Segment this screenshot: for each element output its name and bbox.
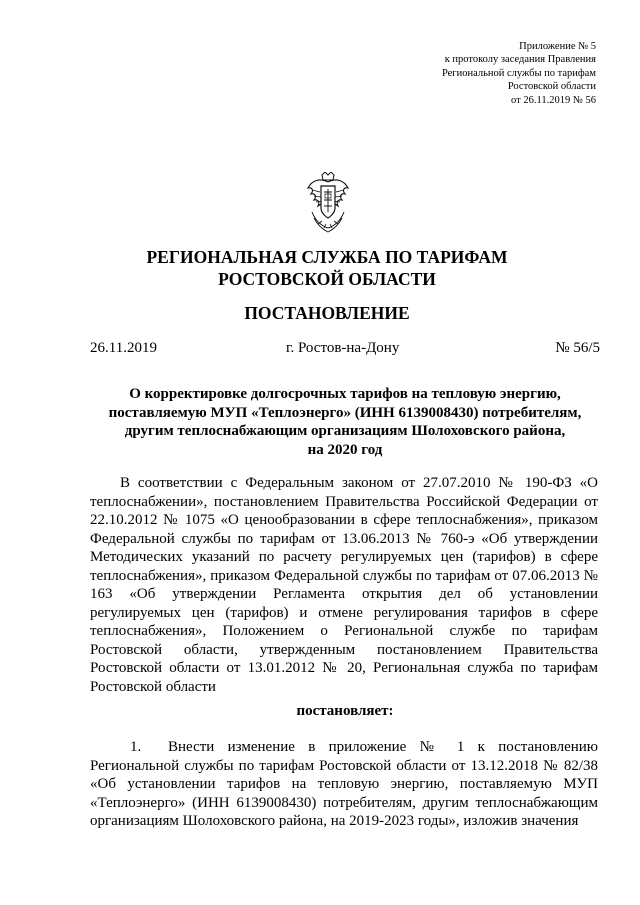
document-date: 26.11.2019 bbox=[90, 340, 157, 356]
subject-line: поставляемую МУП «Теплоэнерго» (ИНН 6139008430) потребителям, bbox=[108, 404, 582, 421]
organization-name bbox=[0, 246, 640, 290]
decision-item-1 bbox=[90, 738, 598, 831]
appendix-line: Ростовской области bbox=[507, 81, 596, 93]
organization-line-2: РОСТОВСКОЙ ОБЛАСТИ bbox=[218, 269, 436, 289]
appendix-reference bbox=[376, 40, 596, 107]
document-type: ПОСТАНОВЛЕНИЕ bbox=[244, 303, 410, 323]
document-subject bbox=[90, 385, 600, 459]
subject-line: другим теплоснабжающим организациям Шолоховского района, bbox=[124, 423, 566, 440]
preamble-text: В соответствии с Федеральным законом от 27.07.2010 № 190-ФЗ «О теплоснабжении», постановлением Правительства Российской Федерации от 22.10.2012 № 1075 «О ценообразовании в сфере теплоснабжения», приказом Федеральной службы по тарифам от 13.06.2013 № 760-э «Об утверждении Методических указаний по расчету регулируемых цен (тарифов) в сфере теплоснабжения», приказом Федеральной службы по тарифам от 07.06.2013 № 163 «Об утверждении Регламента открытия дел об установлении регулируемых цен (тарифов) и отмене регулирования тарифов в сфере теплоснабжения», Положением о Региональной службе по тарифам Ростовской области, утвержденным постановлением Правительства Ростовской области от 13.01.2012 № 20, Региональная служба по тарифам Ростовской области bbox=[90, 475, 598, 695]
appendix-line: к протоколу заседания Правления bbox=[444, 54, 596, 66]
document-meta bbox=[90, 340, 600, 360]
subject-line: О корректировке долгосрочных тарифов на тепловую энергию, bbox=[129, 386, 561, 402]
preamble-block bbox=[90, 474, 598, 696]
subject-line: на 2020 год bbox=[307, 441, 383, 458]
organization-line-1: РЕГИОНАЛЬНАЯ СЛУЖБА ПО ТАРИФАМ bbox=[146, 247, 508, 267]
decree-word: постановляет: bbox=[296, 703, 394, 719]
item-number: 1. bbox=[130, 739, 142, 755]
appendix-line: Региональной службы по тарифам bbox=[441, 67, 596, 79]
item-text: Внести изменение в приложение № 1 к постановлению Региональной службы по тарифам Ростовской области от 13.12.2018 № 82/38 «Об установлении тарифов на тепловую энергию, поставляемую МУП «Теплоэнерго» (ИНН 6139008430) потребителям, другим теплоснабжающим организациям Шолоховского района, на 2019-2023 годы», изложив значения bbox=[90, 739, 598, 829]
appendix-line: Приложение № 5 bbox=[519, 41, 596, 52]
document-number: № 56/5 bbox=[555, 340, 600, 356]
document-place: г. Ростов-на-Дону bbox=[286, 340, 400, 356]
coat-of-arms-icon bbox=[306, 172, 350, 234]
appendix-line: от 26.11.2019 № 56 bbox=[511, 94, 596, 106]
